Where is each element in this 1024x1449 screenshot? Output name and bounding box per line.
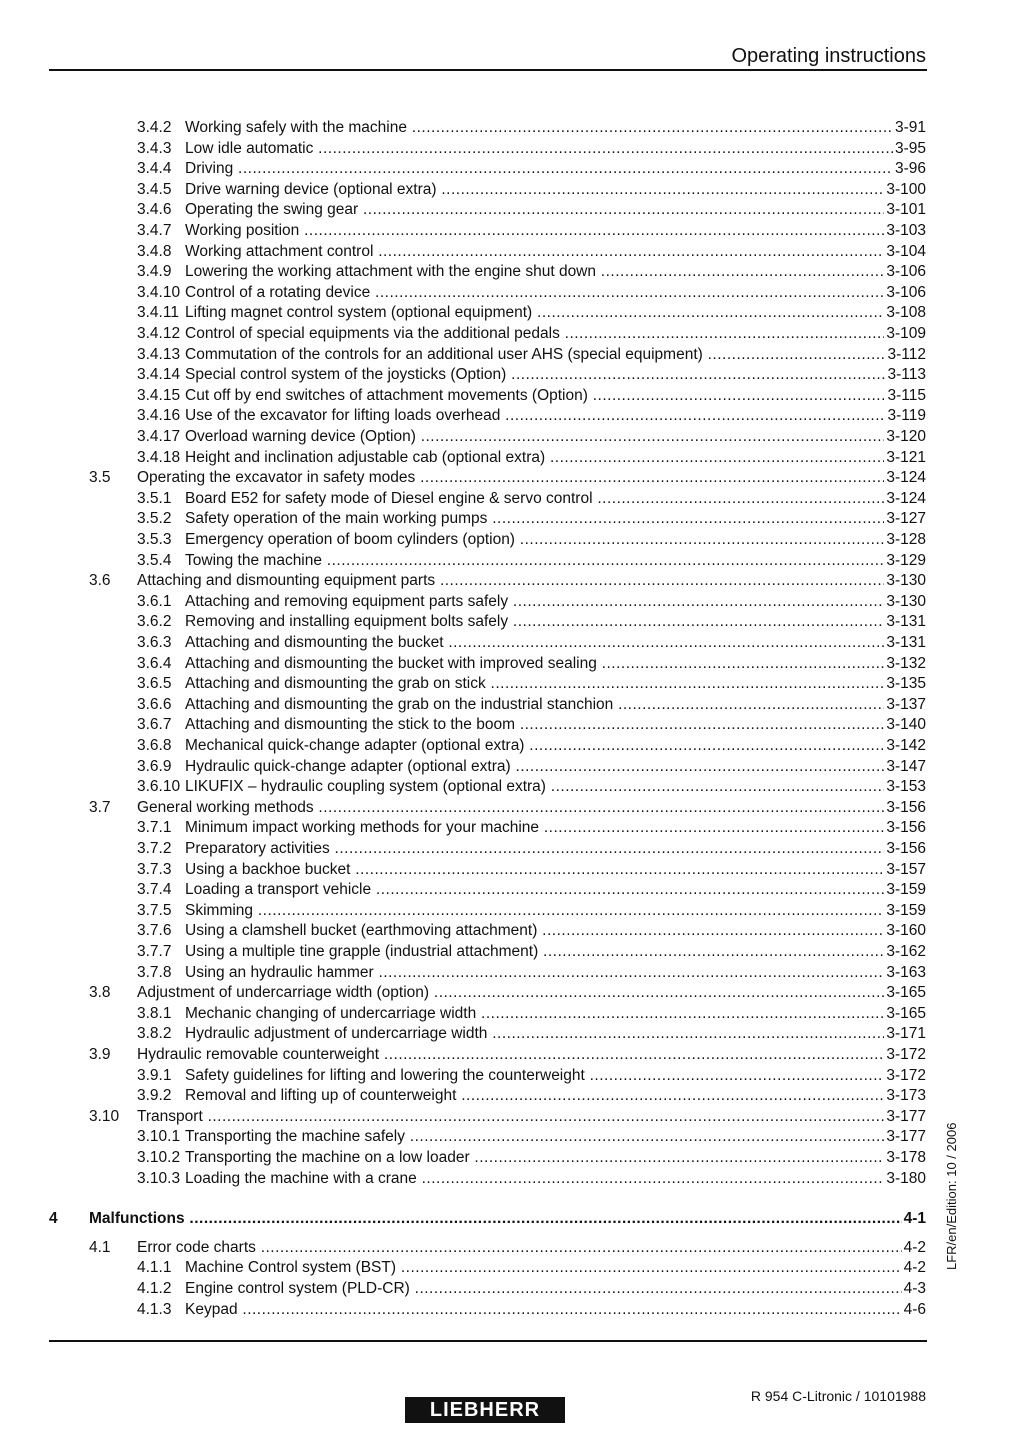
page-header-title: Operating instructions — [731, 45, 926, 67]
edition-note: LFR/en/Edition: 10 / 2006 — [944, 1122, 959, 1270]
toc-subsection-row[interactable] — [0, 838, 1024, 859]
toc-number: 3.7.3 — [137, 860, 172, 878]
toc-page-number: 3-106 — [886, 283, 926, 301]
toc-page-number: 3-147 — [886, 757, 926, 775]
toc-number: 3.4.9 — [137, 263, 172, 281]
toc-page-number: 3-129 — [886, 551, 926, 569]
toc-title: Control of a rotating device ..... — [185, 282, 926, 303]
toc-page-number: 3-156 — [886, 840, 926, 857]
toc-page-number: 3-165 — [886, 1004, 926, 1022]
footer-rule — [49, 1340, 927, 1342]
toc-page-number: 4-6 — [903, 1300, 926, 1318]
toc-number: 3.10.3 — [137, 1169, 181, 1187]
toc-title: Loading a transport vehicle ..... — [185, 879, 926, 900]
toc-title: Overload warning device (Option) ..... — [185, 426, 926, 447]
toc-number: 3.4.3 — [137, 139, 172, 157]
toc-number: 4 — [49, 1210, 58, 1228]
toc-page-number: 3-119 — [887, 407, 926, 425]
toc-title: Commutation of the controls for an additional user AHS (special equipment) ..... — [185, 344, 926, 365]
toc-title: Adjustment of undercarriage width (option) ..... — [137, 982, 926, 1003]
toc-subsection-row[interactable] — [0, 632, 1024, 653]
toc-number: 4.1 — [89, 1238, 111, 1256]
toc-number: 3.6.8 — [137, 737, 172, 754]
toc-title: Attaching and removing equipment parts safely ..... — [185, 591, 926, 612]
toc-title: Removal and lifting up of counterweight ..... — [185, 1085, 926, 1106]
toc-title: Attaching and dismounting equipment parts ..... — [137, 570, 926, 591]
toc-title: Engine control system (PLD-CR) ..... — [185, 1278, 926, 1299]
toc-number: 3.7.6 — [137, 922, 172, 940]
toc-subsection-row[interactable] — [0, 1126, 1024, 1147]
toc-title: Special control system of the joysticks (Option) ..... — [185, 364, 926, 385]
toc-subsection-row[interactable] — [0, 508, 1024, 529]
toc-number: 4.1.2 — [137, 1280, 172, 1297]
toc-title: Mechanical quick-change adapter (optional extra) ..... — [185, 735, 926, 756]
toc-title: Transporting the machine on a low loader ..... — [185, 1147, 926, 1168]
toc-page-number: 3-171 — [886, 1025, 926, 1043]
toc-number: 3.6.1 — [137, 592, 172, 610]
toc-page-number: 3-120 — [886, 428, 926, 445]
toc-number: 3.4.16 — [137, 407, 181, 425]
toc-number: 3.6.7 — [137, 716, 172, 734]
toc-title: Hydraulic quick-change adapter (optional extra) ..... — [185, 756, 926, 777]
toc-title: LIKUFIX – hydraulic coupling system (optional extra) ..... — [185, 776, 926, 797]
toc-number: 3.8.1 — [137, 1004, 172, 1022]
toc-number: 3.4.5 — [137, 180, 172, 198]
toc-title: Drive warning device (optional extra) ..... — [185, 179, 926, 200]
toc-title: Machine Control system (BST) ..... — [185, 1257, 926, 1278]
toc-title: Low idle automatic ..... — [185, 138, 926, 159]
toc-page-number: 3-130 — [886, 572, 926, 590]
toc-title: Attaching and dismounting the grab on the industrial stanchion ..... — [185, 694, 926, 715]
toc-title: Towing the machine ..... — [185, 550, 926, 571]
toc-subsection-row[interactable] — [0, 1278, 1024, 1299]
toc-page-number: 3-124 — [886, 469, 926, 487]
toc-number: 3.5.2 — [137, 510, 172, 528]
toc-title: Hydraulic removable counterweight ..... — [137, 1044, 926, 1065]
toc-title: Transport ..... — [137, 1106, 926, 1127]
toc-page-number: 3-104 — [886, 242, 926, 260]
toc-page-number: 3-153 — [886, 778, 926, 796]
toc-number: 3.4.13 — [137, 345, 181, 363]
toc-subsection-row[interactable] — [0, 735, 1024, 756]
toc-subsection-row[interactable] — [0, 1065, 1024, 1086]
toc-subsection-row[interactable] — [0, 1085, 1024, 1106]
toc-page-number: 4-2 — [903, 1259, 926, 1277]
toc-page-number: 3-156 — [886, 798, 926, 816]
toc-number: 3.5.4 — [137, 551, 172, 569]
toc-title: General working methods ..... — [137, 797, 926, 818]
toc-page-number: 4-2 — [903, 1238, 926, 1256]
toc-number: 3.7 — [89, 798, 111, 816]
toc-page-number: 3-112 — [887, 345, 926, 363]
toc-number: 3.6.6 — [137, 695, 172, 713]
toc-section-row[interactable] — [0, 982, 1024, 1003]
toc-page-number: 3-109 — [886, 325, 926, 342]
toc-page-number: 3-128 — [886, 531, 926, 548]
toc-number: 3.5.1 — [137, 489, 172, 507]
toc-subsection-row[interactable] — [0, 776, 1024, 797]
toc-number: 3.5.3 — [137, 531, 172, 548]
toc-page-number: 3-91 — [894, 119, 926, 136]
toc-number: 3.9 — [89, 1046, 111, 1063]
toc-subsection-row[interactable] — [0, 158, 1024, 179]
toc-page-number: 3-163 — [886, 963, 926, 981]
toc-subsection-row[interactable] — [0, 1147, 1024, 1168]
toc-page-number: 3-140 — [886, 716, 926, 734]
toc-title: Safety guidelines for lifting and lowering the counterweight ..... — [185, 1065, 926, 1086]
toc-page-number: 3-101 — [886, 201, 926, 219]
toc-subsection-row[interactable] — [0, 879, 1024, 900]
toc-page-number: 3-96 — [894, 160, 926, 178]
toc-page-number: 3-127 — [886, 510, 926, 528]
toc-subsection-row[interactable] — [0, 817, 1024, 838]
toc-title: Transporting the machine safely ..... — [185, 1126, 926, 1147]
toc-title: Working attachment control ..... — [185, 241, 926, 262]
toc-page-number: 3-173 — [886, 1087, 926, 1105]
toc-title: Mechanic changing of undercarriage width ..... — [185, 1003, 926, 1024]
toc-title: Lifting magnet control system (optional equipment) ..... — [185, 302, 926, 323]
toc-section-row[interactable] — [0, 1044, 1024, 1065]
toc-number: 3.9.1 — [137, 1066, 172, 1084]
toc-page-number: 3-106 — [886, 263, 926, 281]
toc-section-row[interactable] — [0, 570, 1024, 591]
toc-number: 3.7.2 — [137, 840, 172, 857]
toc-subsection-row[interactable] — [0, 1257, 1024, 1278]
toc-subsection-row[interactable] — [0, 344, 1024, 365]
toc-page-number: 3-131 — [886, 613, 926, 631]
toc-subsection-row[interactable] — [0, 859, 1024, 880]
toc-subsection-row[interactable] — [0, 673, 1024, 694]
toc-subsection-row[interactable] — [0, 138, 1024, 159]
toc-page-number: 3-172 — [886, 1066, 926, 1084]
toc-page-number: 3-108 — [886, 304, 926, 322]
toc-subsection-row[interactable] — [0, 488, 1024, 509]
toc-subsection-row[interactable] — [0, 117, 1024, 138]
toc-number: 3.4.8 — [137, 242, 172, 260]
toc-page-number: 3-142 — [886, 737, 926, 754]
toc-subsection-row[interactable] — [0, 653, 1024, 674]
toc-number: 3.8 — [89, 984, 111, 1002]
toc-page-number: 3-178 — [886, 1149, 926, 1166]
toc-subsection-row[interactable] — [0, 1168, 1024, 1189]
toc-subsection-row[interactable] — [0, 529, 1024, 550]
toc-subsection-row[interactable] — [0, 447, 1024, 468]
toc-page-number: 3-159 — [886, 901, 926, 919]
toc-title: Removing and installing equipment bolts safely ..... — [185, 611, 926, 632]
toc-subsection-row[interactable] — [0, 900, 1024, 921]
toc-title: Loading the machine with a crane ..... — [185, 1168, 926, 1189]
toc-title: Operating the excavator in safety modes ..... — [137, 467, 926, 488]
toc-title: Using a multiple tine grapple (industrial attachment) ..... — [185, 941, 926, 962]
toc-title: Control of special equipments via the additional pedals ..... — [185, 323, 926, 344]
toc-title: Using an hydraulic hammer ..... — [185, 962, 926, 983]
toc-subsection-row[interactable] — [0, 282, 1024, 303]
toc-section-row[interactable] — [0, 1237, 1024, 1258]
toc-title: Malfunctions ..... — [89, 1208, 926, 1229]
toc-page-number: 3-157 — [886, 860, 926, 878]
toc-chapter-row[interactable] — [0, 1208, 1024, 1229]
toc-number: 3.6 — [89, 572, 111, 590]
toc-title: Board E52 for safety mode of Diesel engine & servo control ..... — [185, 488, 926, 509]
toc-page-number: 3-132 — [886, 654, 926, 672]
document-reference: R 954 C-Litronic / 10101988 — [750, 1388, 926, 1404]
toc-title: Lowering the working attachment with the engine shut down ..... — [185, 261, 926, 282]
toc-subsection-row[interactable] — [0, 962, 1024, 983]
toc-subsection-row[interactable] — [0, 1023, 1024, 1044]
toc-number: 3.4.12 — [137, 325, 181, 342]
toc-number: 3.6.9 — [137, 757, 172, 775]
toc-number: 3.4.15 — [137, 386, 181, 404]
toc-subsection-row[interactable] — [0, 199, 1024, 220]
toc-page-number: 3-131 — [886, 634, 926, 651]
toc-page-number: 3-124 — [886, 489, 926, 507]
toc-title: Keypad ..... — [185, 1299, 926, 1320]
toc-subsection-row[interactable] — [0, 220, 1024, 241]
toc-title: Error code charts ..... — [137, 1237, 926, 1258]
toc-title: Using a clamshell bucket (earthmoving attachment) ..... — [185, 920, 926, 941]
toc-title: Skimming ..... — [185, 900, 926, 921]
toc-subsection-row[interactable] — [0, 364, 1024, 385]
toc-subsection-row[interactable] — [0, 591, 1024, 612]
toc-page-number: 3-177 — [886, 1128, 926, 1146]
toc-number: 3.4.18 — [137, 448, 181, 466]
toc-page-number: 3-159 — [886, 881, 926, 899]
toc-number: 3.4.14 — [137, 366, 181, 384]
toc-number: 3.6.4 — [137, 654, 172, 672]
toc-number: 3.10 — [89, 1107, 120, 1125]
toc-title: Minimum impact working methods for your machine ..... — [185, 817, 926, 838]
toc-page-number: 3-100 — [886, 180, 926, 198]
toc-page-number: 3-162 — [886, 943, 926, 960]
toc-number: 3.7.4 — [137, 881, 172, 899]
toc-number: 3.7.7 — [137, 943, 172, 960]
toc-title: Use of the excavator for lifting loads overhead ..... — [185, 405, 926, 426]
toc-subsection-row[interactable] — [0, 179, 1024, 200]
toc-subsection-row[interactable] — [0, 756, 1024, 777]
toc-title: Working position ..... — [185, 220, 926, 241]
toc-page-number: 3-135 — [886, 675, 926, 693]
toc-number: 3.4.6 — [137, 201, 172, 219]
toc-page-number: 3-165 — [886, 984, 926, 1002]
toc-subsection-row[interactable] — [0, 611, 1024, 632]
toc-title: Height and inclination adjustable cab (optional extra) ..... — [185, 447, 926, 468]
toc-title: Attaching and dismounting the bucket with improved sealing ..... — [185, 653, 926, 674]
toc-subsection-row[interactable] — [0, 405, 1024, 426]
toc-page-number: 3-180 — [886, 1169, 926, 1187]
toc-number: 3.10.1 — [137, 1128, 181, 1146]
toc-number: 3.8.2 — [137, 1025, 172, 1043]
toc-number: 3.5 — [89, 469, 111, 487]
toc-subsection-row[interactable] — [0, 941, 1024, 962]
toc-page-number: 3-103 — [886, 222, 926, 239]
toc-title: Attaching and dismounting the stick to the boom ..... — [185, 714, 926, 735]
toc-page-number: 3-121 — [886, 448, 926, 466]
toc-section-row[interactable] — [0, 1106, 1024, 1127]
toc-number: 3.4.7 — [137, 222, 172, 239]
toc-title: Emergency operation of boom cylinders (option) ..... — [185, 529, 926, 550]
toc-number: 3.7.5 — [137, 901, 172, 919]
toc-title: Driving ..... — [185, 158, 926, 179]
toc-title: Preparatory activities ..... — [185, 838, 926, 859]
toc-subsection-row[interactable] — [0, 323, 1024, 344]
toc-section-row[interactable] — [0, 467, 1024, 488]
toc-page-number: 3-115 — [887, 386, 926, 404]
toc-title: Cut off by end switches of attachment movements (Option) ..... — [185, 385, 926, 406]
toc-page-number: 3-156 — [886, 819, 926, 837]
toc-number: 3.4.17 — [137, 428, 181, 445]
toc-subsection-row[interactable] — [0, 1299, 1024, 1320]
liebherr-logo: LIEBHERR — [405, 1397, 565, 1423]
toc-number: 3.6.3 — [137, 634, 172, 651]
toc-number: 3.4.10 — [137, 283, 181, 301]
toc-title: Working safely with the machine ..... — [185, 117, 926, 138]
toc-subsection-row[interactable] — [0, 920, 1024, 941]
toc-number: 3.9.2 — [137, 1087, 172, 1105]
header-rule — [49, 69, 927, 71]
toc-subsection-row[interactable] — [0, 550, 1024, 571]
toc-subsection-row[interactable] — [0, 714, 1024, 735]
toc-number: 3.10.2 — [137, 1149, 181, 1166]
toc-page-number: 3-130 — [886, 592, 926, 610]
toc-title: Safety operation of the main working pumps ..... — [185, 508, 926, 529]
toc-subsection-row[interactable] — [0, 694, 1024, 715]
toc-title: Attaching and dismounting the grab on stick ..... — [185, 673, 926, 694]
toc-number: 3.7.8 — [137, 963, 172, 981]
toc-number: 3.4.11 — [137, 304, 179, 322]
toc-title: Attaching and dismounting the bucket ..... — [185, 632, 926, 653]
toc-number: 3.6.2 — [137, 613, 172, 631]
toc-subsection-row[interactable] — [0, 426, 1024, 447]
toc-subsection-row[interactable] — [0, 385, 1024, 406]
toc-number: 4.1.3 — [137, 1300, 172, 1318]
toc-number: 3.4.4 — [137, 160, 172, 178]
toc-number: 3.6.5 — [137, 675, 172, 693]
toc-page-number: 3-172 — [886, 1046, 926, 1063]
toc-page-number: 3-137 — [886, 695, 926, 713]
toc-title: Using a backhoe bucket ..... — [185, 859, 926, 880]
toc-page-number: 3-160 — [886, 922, 926, 940]
toc-title: Hydraulic adjustment of undercarriage width ..... — [185, 1023, 926, 1044]
toc-title: Operating the swing gear ..... — [185, 199, 926, 220]
toc-page-number: 3-177 — [886, 1107, 926, 1125]
toc-subsection-row[interactable] — [0, 1003, 1024, 1024]
toc-subsection-row[interactable] — [0, 261, 1024, 282]
toc-number: 3.6.10 — [137, 778, 181, 796]
toc-subsection-row[interactable] — [0, 302, 1024, 323]
toc-subsection-row[interactable] — [0, 241, 1024, 262]
toc-page-number: 4-1 — [903, 1210, 926, 1228]
toc-number: 4.1.1 — [137, 1259, 172, 1277]
toc-page-number: 3-95 — [894, 139, 926, 157]
toc-number: 3.4.2 — [137, 119, 172, 136]
toc-section-row[interactable] — [0, 797, 1024, 818]
toc-page-number: 3-113 — [887, 366, 926, 384]
toc-page-number: 4-3 — [903, 1280, 926, 1297]
toc-number: 3.7.1 — [137, 819, 172, 837]
